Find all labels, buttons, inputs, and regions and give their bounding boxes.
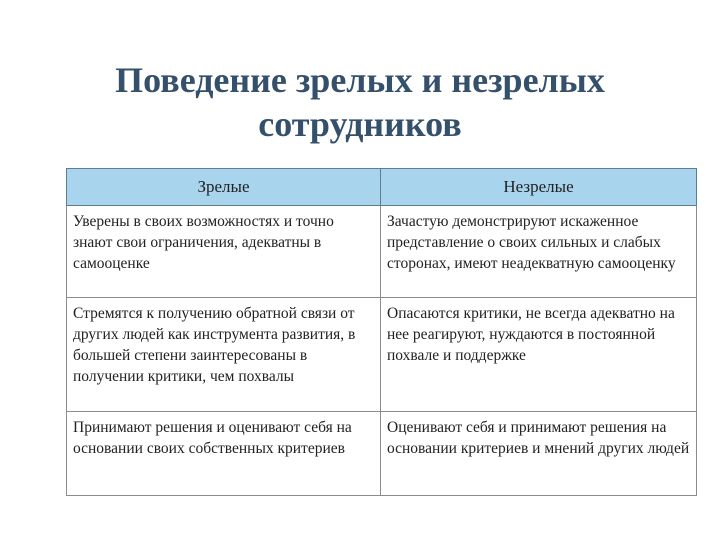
table-cell-mature: Уверены в своих возможностях и точно знают свои ограничения, адекватны в самооценке bbox=[67, 206, 381, 298]
slide-title-line-2: сотрудников bbox=[258, 104, 462, 144]
slide-title bbox=[0, 58, 720, 146]
table-row bbox=[67, 412, 697, 496]
table-row bbox=[67, 298, 697, 412]
header-mature: Зрелые bbox=[67, 169, 381, 206]
table-cell-immature: Зачастую демонстрируют искаженное представление о своих сильных и слабых сторонах, имеют неадекватную самооценку bbox=[381, 206, 697, 298]
header-immature: Незрелые bbox=[381, 169, 697, 206]
slide-title-line-1: Поведение зрелых и незрелых bbox=[115, 60, 605, 100]
table-cell-immature: Опасаются критики, не всегда адекватно на нее реагируют, нуждаются в постоянной похвале и поддержке bbox=[381, 298, 697, 412]
comparison-table bbox=[66, 168, 697, 496]
table-cell-immature: Оценивают себя и принимают решения на основании критериев и мнений других людей bbox=[381, 412, 697, 496]
table-row bbox=[67, 206, 697, 298]
table-cell-mature: Принимают решения и оценивают себя на основании своих собственных критериев bbox=[67, 412, 381, 496]
table-header-row bbox=[67, 169, 697, 206]
table-cell-mature: Стремятся к получению обратной связи от других людей как инструмента развития, в большей степени заинтересованы в получении критики, чем похвалы bbox=[67, 298, 381, 412]
